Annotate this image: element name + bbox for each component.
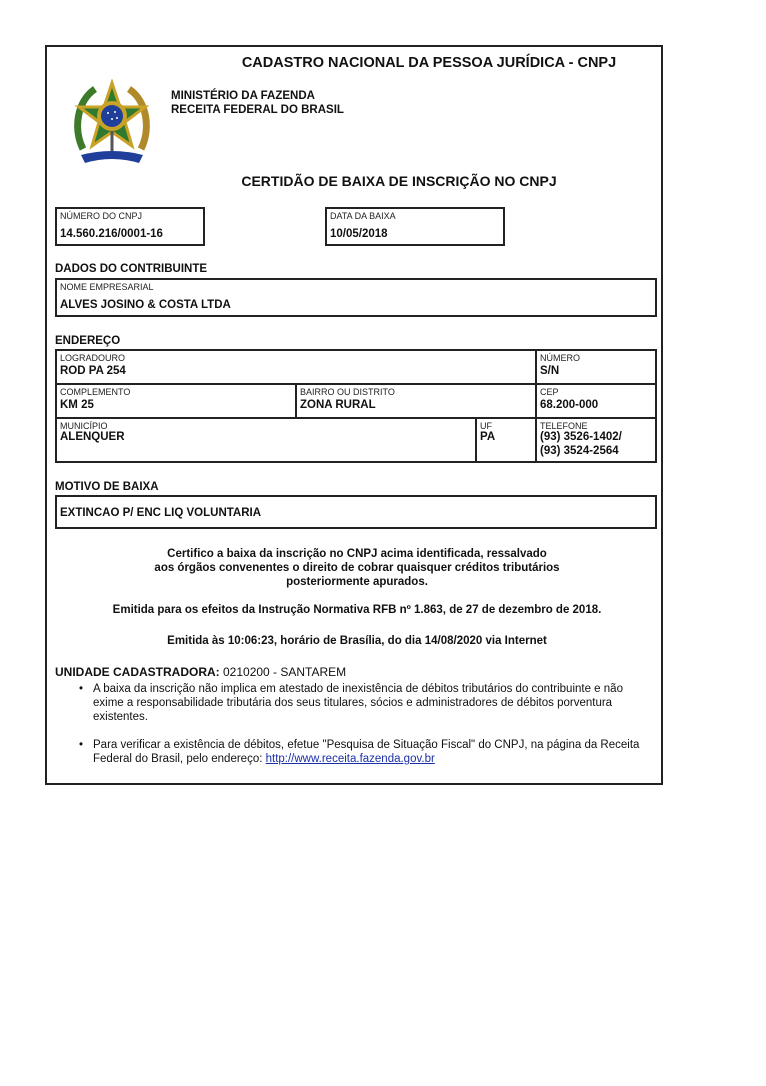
cep-cell: [537, 385, 657, 417]
list-item: [77, 682, 652, 724]
numero-value: S/N: [540, 365, 560, 377]
nome-empresarial-label: NOME EMPRESARIAL: [60, 282, 154, 292]
page-title: CADASTRO NACIONAL DA PESSOA JURÍDICA - CNPJ: [241, 55, 617, 71]
complemento-label: COMPLEMENTO: [60, 387, 131, 397]
receita-link[interactable]: http://www.receita.fazenda.gov.br: [265, 753, 435, 765]
baixa-date-label: DATA DA BAIXA: [330, 211, 396, 221]
bairro-value: ZONA RURAL: [300, 399, 376, 411]
uf-value: PA: [480, 431, 496, 443]
cep-value: 68.200-000: [540, 399, 599, 411]
nome-empresarial-value: ALVES JOSINO & COSTA LTDA: [60, 299, 231, 311]
uf-cell: [477, 419, 535, 463]
certification-line: Certifico a baixa da inscrição no CNPJ acima identificada, ressalvado: [167, 548, 547, 560]
baixa-date-value: 10/05/2018: [330, 228, 388, 240]
brazil-coat-of-arms-icon: [73, 79, 151, 167]
unidade-cadastradora: [55, 665, 346, 679]
municipio-label: MUNICÍPIO: [60, 421, 108, 431]
bairro-label: BAIRRO OU DISTRITO: [300, 387, 395, 397]
certification-line: posteriormente apurados.: [286, 576, 428, 588]
unidade-label: UNIDADE CADASTRADORA:: [55, 665, 220, 679]
numero-label: NÚMERO: [540, 353, 580, 363]
nome-empresarial-box: [55, 278, 657, 317]
telefone-line2: (93) 3524-2564: [540, 445, 619, 457]
motivo-section-title: MOTIVO DE BAIXA: [55, 481, 159, 493]
certification-line: aos órgãos convenentes o direito de cobrar quaisquer créditos tributários: [154, 562, 560, 574]
uf-label: UF: [480, 421, 492, 431]
telefone-cell: [537, 419, 657, 463]
logradouro-cell: [57, 351, 535, 383]
municipio-value: ALENQUER: [60, 431, 125, 443]
note-text: Para verificar a existência de débitos, efetue "Pesquisa de Situação Fiscal" do CNPJ, na página da Receita Federal do Brasil, pelo endereço:: [93, 739, 640, 765]
baixa-date-box: [325, 207, 505, 246]
ministry-line: MINISTÉRIO DA FAZENDA: [171, 90, 315, 102]
cep-label: CEP: [540, 387, 559, 397]
list-item: [77, 738, 652, 766]
bullet-icon: •: [79, 739, 84, 751]
certificate-document: [45, 45, 663, 785]
municipio-cell: [57, 419, 475, 463]
bairro-cell: [297, 385, 535, 417]
bullet-icon: •: [79, 683, 84, 695]
motivo-value: EXTINCAO P/ ENC LIQ VOLUNTARIA: [60, 507, 262, 519]
instruction-note: Emitida para os efeitos da Instrução Normativa RFB nº 1.863, de 27 de dezembro de 2018.: [112, 604, 602, 616]
cnpj-value: 14.560.216/0001-16: [60, 228, 163, 240]
logradouro-label: LOGRADOURO: [60, 353, 126, 363]
complemento-cell: [57, 385, 295, 417]
telefone-line1: (93) 3526-1402/: [540, 431, 622, 443]
motivo-box: [55, 495, 657, 529]
notes-list: [77, 682, 652, 780]
note-text: A baixa da inscrição não implica em atestado de inexistência de débitos tributários do contribuinte e não exime a responsabilidade tributária dos seus titulares, sócios e administradores de débitos porventura existentes.: [93, 683, 623, 723]
certificate-title: CERTIDÃO DE BAIXA DE INSCRIÇÃO NO CNPJ: [241, 173, 557, 189]
ministry-heading: [171, 89, 344, 117]
endereco-table: [55, 349, 657, 463]
cnpj-box: [55, 207, 205, 246]
logradouro-value: ROD PA 254: [60, 365, 126, 377]
contribuinte-section-title: DADOS DO CONTRIBUINTE: [55, 263, 208, 275]
cnpj-label: NÚMERO DO CNPJ: [60, 211, 143, 221]
agency-line: RECEITA FEDERAL DO BRASIL: [171, 104, 344, 116]
issue-timestamp: Emitida às 10:06:23, horário de Brasília, do dia 14/08/2020 via Internet: [167, 635, 547, 647]
endereco-section-title: ENDEREÇO: [55, 335, 121, 347]
unidade-value: 0210200 - SANTAREM: [219, 665, 347, 679]
certification-text: [87, 547, 627, 589]
numero-cell: [537, 351, 657, 383]
telefone-label: TELEFONE: [540, 421, 588, 431]
complemento-value: KM 25: [60, 399, 94, 411]
